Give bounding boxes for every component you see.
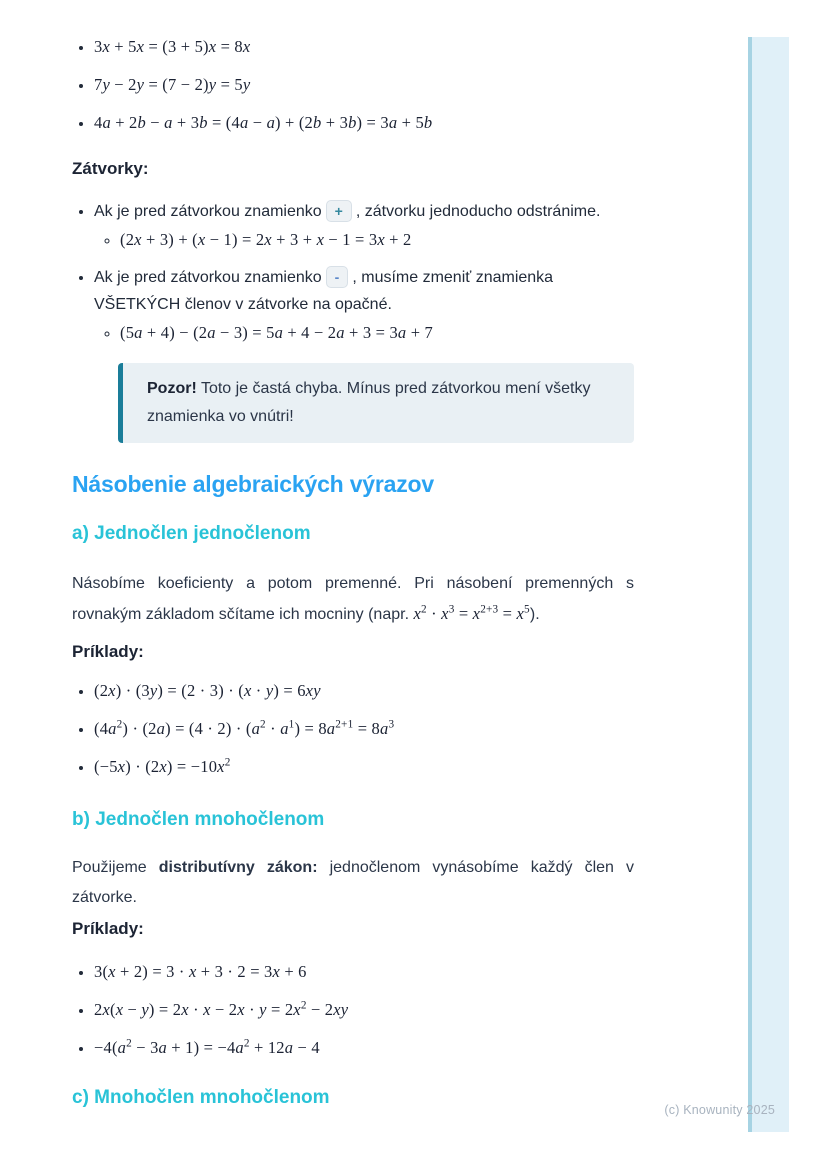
rule-text-post: , zátvorku jednoducho odstránime. bbox=[355, 203, 601, 220]
subheading-b: b) Jednočlen mnohočlenom bbox=[72, 809, 325, 830]
examples-list-a bbox=[72, 681, 634, 778]
paragraph-text: Použijeme bbox=[72, 859, 159, 876]
warning-callout bbox=[118, 363, 634, 443]
paragraph-b bbox=[72, 853, 634, 913]
list-item bbox=[120, 227, 634, 254]
math-formula: 7y − 2y = (7 − 2)y = 5y bbox=[94, 75, 251, 94]
list-item bbox=[94, 38, 634, 56]
list-item bbox=[94, 114, 634, 132]
list-item bbox=[94, 1038, 634, 1059]
paragraph-text: jednočlenom vynásobíme každý člen v zátvorke. bbox=[72, 859, 635, 906]
footer-copyright: (c) Knowunity 2025 bbox=[664, 1103, 775, 1117]
math-formula: (5a + 4) − (2a − 3) = 5a + 4 − 2a + 3 = 3a + 7 bbox=[120, 323, 433, 342]
list-item bbox=[94, 757, 634, 778]
list-item bbox=[94, 264, 634, 347]
examples-label-b: Príklady: bbox=[72, 919, 144, 938]
rule-text-post: , musíme zmeniť znamienka VŠETKÝCH členov v zátvorke na opačné. bbox=[94, 269, 554, 313]
callout-title: Pozor! bbox=[147, 380, 197, 397]
math-formula: $(-5x) \cdot (2x) = -10x^2$ bbox=[94, 756, 231, 776]
math-formula: 3(x + 2) = 3 · x + 3 · 2 = 3x + 6 bbox=[94, 962, 307, 981]
zatvorky-list bbox=[72, 198, 634, 347]
section-heading-nasobenie: Násobenie algebraických výrazov bbox=[72, 471, 434, 497]
minus-sign-badge: - bbox=[326, 266, 349, 288]
paragraph-text: Násobíme koeficienty a potom premenné. Pri násobení premenných s rovnakým základom sčítame ich mocniny (napr. bbox=[72, 575, 634, 623]
math-formula: $(4a^2) \cdot (2a) = (4 \cdot 2) \cdot (a^2 \cdot a^1) = 8a^{2+1} = 8a^3$ bbox=[94, 718, 395, 738]
examples-list-b bbox=[72, 962, 634, 1059]
subheading-a: a) Jednočlen jednočlenom bbox=[72, 523, 311, 544]
scrollbar[interactable] bbox=[748, 37, 789, 1132]
list-item bbox=[94, 198, 634, 254]
paragraph-text: ). bbox=[529, 606, 540, 623]
list-item bbox=[94, 719, 634, 740]
math-formula: (2x + 3) + (x − 1) = 2x + 3 + x − 1 = 3x + 2 bbox=[120, 230, 412, 249]
subheading-c: c) Mnohočlen mnohočlenom bbox=[72, 1087, 330, 1108]
sub-list bbox=[94, 320, 634, 347]
plus-sign-badge: + bbox=[326, 200, 352, 222]
paragraph-a bbox=[72, 569, 634, 630]
sub-list bbox=[94, 227, 634, 254]
rule-text-pre: Ak je pred zátvorkou znamienko bbox=[94, 269, 322, 286]
bold-term: distributívny zákon: bbox=[158, 859, 318, 876]
zatvorky-heading: Zátvorky: bbox=[72, 159, 149, 178]
list-item bbox=[94, 76, 634, 94]
callout-text: Toto je častá chyba. Mínus pred zátvorkou mení všetky znamienka vo vnútri! bbox=[147, 380, 591, 425]
list-item bbox=[94, 1000, 634, 1021]
list-item bbox=[94, 681, 634, 702]
document-content bbox=[72, 38, 634, 1109]
inline-math: $x^2 \cdot x^3 = x^{2+3} = x^5$ bbox=[413, 603, 530, 623]
math-formula: $2x(x - y) = 2x \cdot x - 2x \cdot y = 2x^2 - 2xy$ bbox=[94, 999, 349, 1019]
math-formula: 3x + 5x = (3 + 5)x = 8x bbox=[94, 37, 251, 56]
math-formula: $-4(a^2 - 3a + 1) = -4a^2 + 12a - 4$ bbox=[94, 1037, 320, 1057]
math-formula: 4a + 2b − a + 3b = (4a − a) + (2b + 3b) = 3a + 5b bbox=[94, 113, 433, 132]
list-item bbox=[120, 320, 634, 347]
list-item bbox=[94, 962, 634, 983]
intro-example-list bbox=[72, 38, 634, 132]
math-formula: (2x) · (3y) = (2 · 3) · (x · y) = 6xy bbox=[94, 681, 321, 700]
rule-text-pre: Ak je pred zátvorkou znamienko bbox=[94, 203, 322, 220]
examples-label-a: Príklady: bbox=[72, 642, 144, 661]
